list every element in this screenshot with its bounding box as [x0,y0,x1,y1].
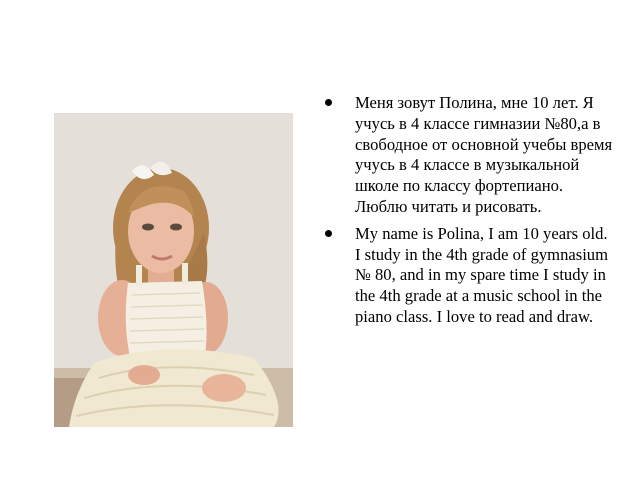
bullet-russian [323,93,613,218]
bio-text-russian: Меня зовут Полина, мне 10 лет. Я учусь в 4 классе гимназии №80,а в свободное от основной учебы время учусь в 4 классе в музыкальной школе по классу фортепиано. Люблю читать и рисовать. [355,93,613,216]
bullet-english [323,224,613,328]
girl-portrait-icon [54,113,293,427]
bio-text-english: My name is Polina, I am 10 years old. I study in the 4th grade of gymnasium № 80, and in my spare time I study in the 4th grade at a music school in the piano class. I love to read and draw. [355,223,609,326]
bullet-dot-icon [325,230,332,237]
bullet-dot-icon [325,99,332,106]
portrait-photo [54,113,293,427]
bio-bullet-list [323,93,613,334]
